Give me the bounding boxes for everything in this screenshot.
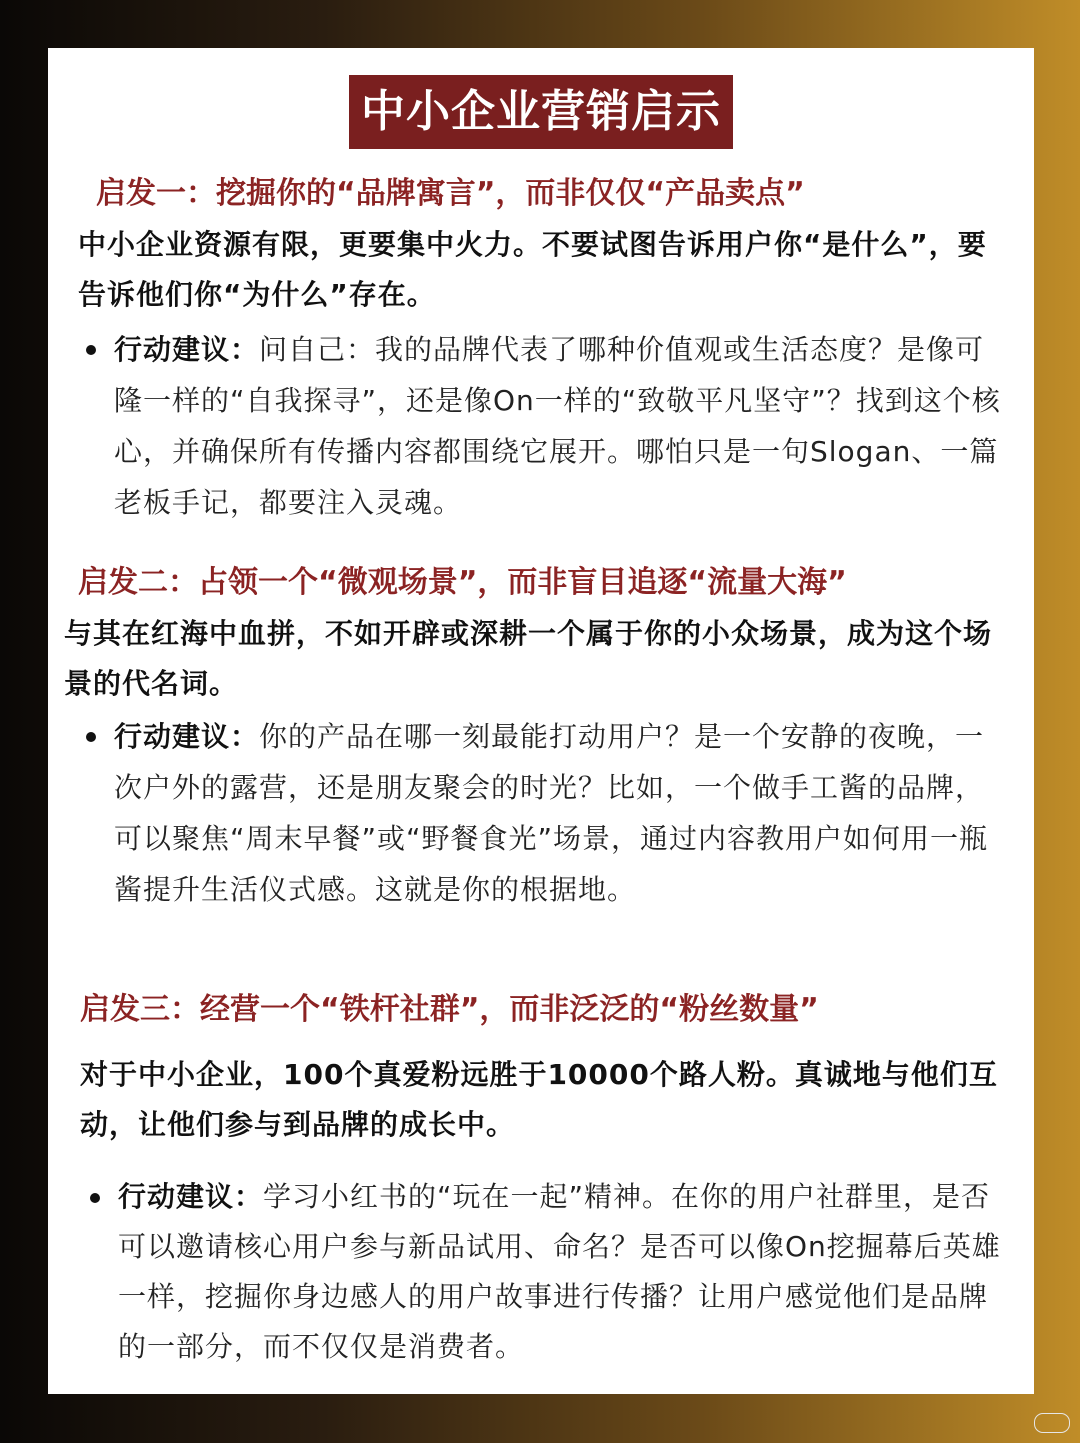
section-1 — [48, 174, 1034, 528]
bullet-dot-icon — [86, 732, 96, 742]
action-bullet — [48, 1172, 1034, 1372]
bullet-body: 学习小红书的“玩在一起”精神。在你的用户社群里，是否可以邀请核心用户参与新品试用、命名？是否可以像On挖掘幕后英雄一样，挖掘你身边感人的用户故事进行传播？让用户感觉他们是品牌的一部分，而不仅仅是消费者。 — [118, 1180, 1001, 1363]
bullet-text — [114, 324, 1006, 528]
content-card — [48, 48, 1034, 1394]
section-heading: 启发三：经营一个“铁杆社群”，而非泛泛的“粉丝数量” — [80, 992, 819, 1027]
bullet-body: 你的产品在哪一刻最能打动用户？是一个安静的夜晚，一次户外的露营，还是朋友聚会的时光？比如，一个做手工酱的品牌，可以聚焦“周末早餐”或“野餐食光”场景，通过内容教用户如何用一瓶酱提升生活仪式感。这就是你的根据地。 — [114, 720, 989, 906]
bullet-label: 行动建议： — [114, 333, 260, 366]
bullet-text — [118, 1172, 1006, 1372]
action-bullet — [48, 324, 1034, 528]
bullet-dot-icon — [86, 345, 96, 355]
page-title: 中小企业营销启示 — [349, 75, 733, 149]
bullet-body: 问自己：我的品牌代表了哪种价值观或生活态度？是像可隆一样的“自我探寻”，还是像On一样的“致敬平凡坚守”？找到这个核心，并确保所有传播内容都围绕它展开。哪怕只是一句Slogan、一篇老板手记，都要注入灵魂。 — [114, 333, 1001, 519]
bullet-label: 行动建议： — [118, 1180, 264, 1213]
action-bullet — [48, 711, 1034, 915]
section-lead: 对于中小企业，100个真爱粉远胜于10000个路人粉。真诚地与他们互动，让他们参与到品牌的成长中。 — [80, 1058, 998, 1141]
title-wrap — [48, 75, 1034, 149]
section-2 — [48, 563, 1034, 915]
section-heading: 启发二：占领一个“微观场景”，而非盲目追逐“流量大海” — [78, 565, 847, 600]
bullet-text — [114, 711, 994, 915]
section-lead: 中小企业资源有限，更要集中火力。不要试图告诉用户你“是什么”，要告诉他们你“为什么”存在。 — [78, 228, 987, 311]
section-heading: 启发一：挖掘你的“品牌寓言”，而非仅仅“产品卖点” — [96, 176, 805, 211]
bullet-label: 行动建议： — [114, 720, 260, 753]
section-lead: 与其在红海中血拼，不如开辟或深耕一个属于你的小众场景，成为这个场景的代名词。 — [64, 617, 993, 700]
bullet-dot-icon — [90, 1193, 100, 1203]
watermark-logo — [1034, 1413, 1070, 1433]
section-3 — [48, 990, 1034, 1372]
